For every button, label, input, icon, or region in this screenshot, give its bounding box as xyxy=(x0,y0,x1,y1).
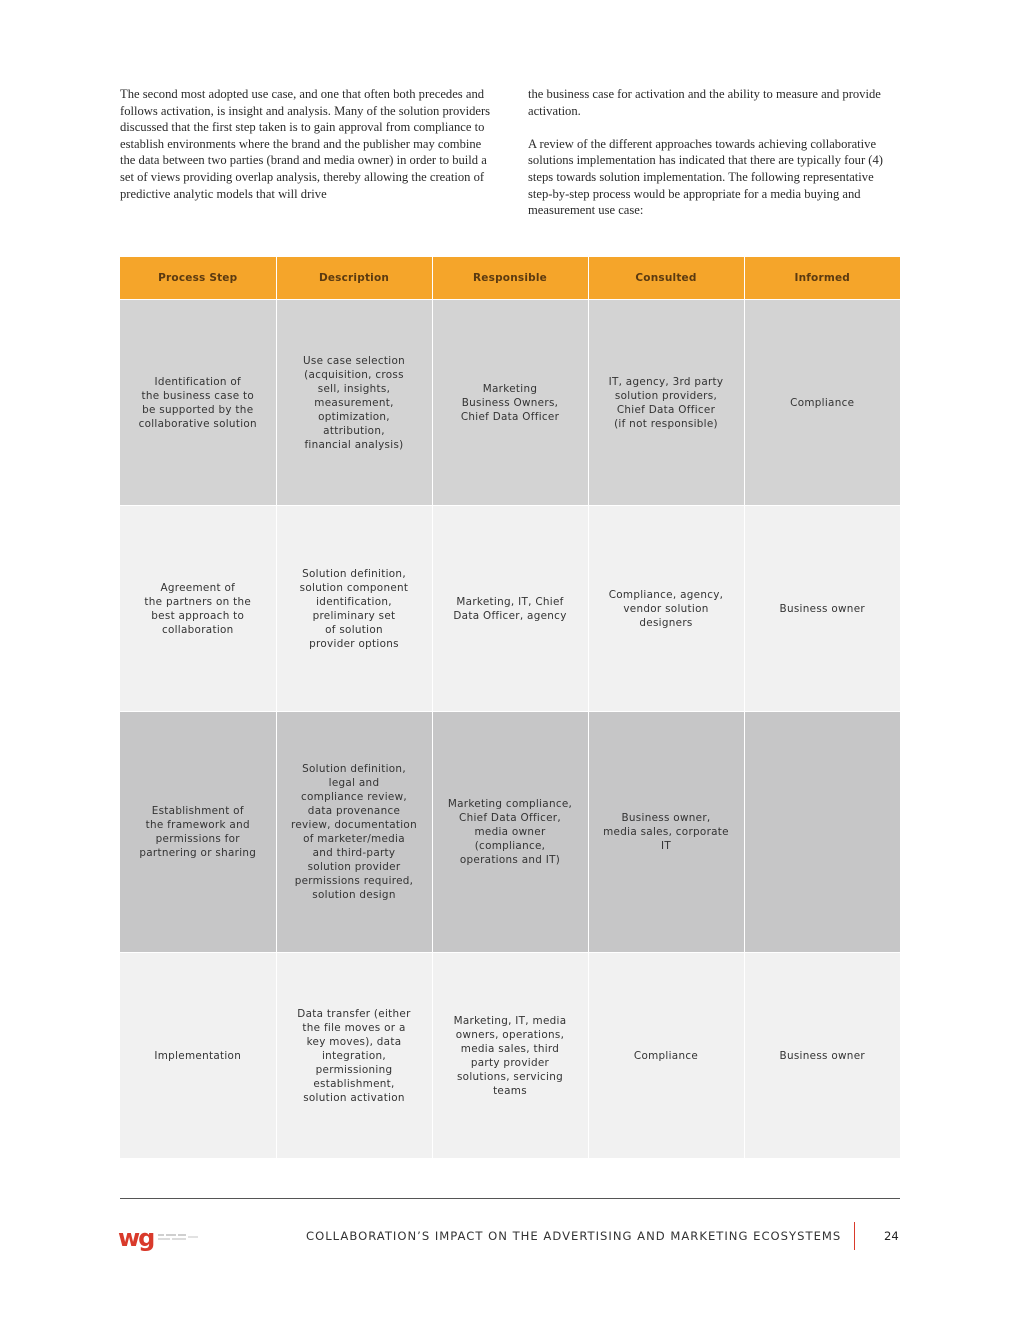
cell-informed: Business owner xyxy=(744,953,900,1159)
cell-process-step: Establishment of the framework and permissions for partnering or sharing xyxy=(120,712,276,953)
cell-description: Use case selection (acquisition, cross sell, insights, measurement, optimization, attribution, financial analysis) xyxy=(276,300,432,506)
cell-consulted: Business owner, media sales, corporate IT xyxy=(588,712,744,953)
cell-informed: Compliance xyxy=(744,300,900,506)
intro-left-column xyxy=(120,86,492,219)
cell-responsible: Marketing, IT, media owners, operations, media sales, third party provider solutions, servicing teams xyxy=(432,953,588,1159)
footer-divider xyxy=(120,1198,900,1199)
footer-title: COLLABORATION’S IMPACT ON THE ADVERTISING AND MARKETING ECOSYSTEMS xyxy=(306,1229,842,1243)
table-header-row xyxy=(120,257,900,300)
intro-text xyxy=(120,86,900,219)
wg-logo xyxy=(118,1224,202,1258)
intro-paragraph: A review of the different approaches towards achieving collaborative solutions implementation has indicated that there are typically four (4) steps towards solution implementation. The following representative step-by-step process would be appropriate for a media buying and measurement use case: xyxy=(528,136,883,218)
cell-process-step: Agreement of the partners on the best approach to collaboration xyxy=(120,506,276,712)
cell-description: Solution definition, solution component identification, preliminary set of solution provider options xyxy=(276,506,432,712)
footer-accent-bar xyxy=(854,1222,855,1250)
raci-table xyxy=(120,257,900,1158)
header-consulted: Consulted xyxy=(588,257,744,300)
cell-informed xyxy=(744,712,900,953)
table-row xyxy=(120,300,900,506)
header-process-step: Process Step xyxy=(120,257,276,300)
cell-responsible: Marketing compliance, Chief Data Officer, media owner (compliance, operations and IT) xyxy=(432,712,588,953)
table-row xyxy=(120,506,900,712)
cell-process-step: Identification of the business case to be supported by the collaborative solution xyxy=(120,300,276,506)
header-informed: Informed xyxy=(744,257,900,300)
cell-description: Solution definition, legal and compliance review, data provenance review, documentation of marketer/media and third-party solution provider permissions required, solution design xyxy=(276,712,432,953)
intro-paragraph: The second most adopted use case, and one that often both precedes and follows activation, is insight and analysis. Many of the solution providers discussed that the first step taken is to gain approval from compliance to establish environments where the brand and the publisher may combine the data between two parties (brand and media owner) in order to build a set of views providing overlap analysis, thereby allowing the creation of predictive analytic models that will drive xyxy=(120,87,491,201)
table-row xyxy=(120,953,900,1159)
intro-right-column xyxy=(528,86,900,219)
cell-process-step: Implementation xyxy=(120,953,276,1159)
cell-description: Data transfer (either the file moves or a key moves), data integration, permissioning establishment, solution activation xyxy=(276,953,432,1159)
svg-text:wg: wg xyxy=(118,1224,154,1252)
header-description: Description xyxy=(276,257,432,300)
cell-informed: Business owner xyxy=(744,506,900,712)
intro-paragraph: the business case for activation and the ability to measure and provide activation. xyxy=(528,87,881,118)
header-responsible: Responsible xyxy=(432,257,588,300)
cell-consulted: Compliance xyxy=(588,953,744,1159)
page-number: 24 xyxy=(884,1229,899,1243)
table-row xyxy=(120,712,900,953)
cell-responsible: Marketing, IT, Chief Data Officer, agency xyxy=(432,506,588,712)
cell-responsible: Marketing Business Owners, Chief Data Officer xyxy=(432,300,588,506)
cell-consulted: Compliance, agency, vendor solution designers xyxy=(588,506,744,712)
cell-consulted: IT, agency, 3rd party solution providers, Chief Data Officer (if not responsible) xyxy=(588,300,744,506)
